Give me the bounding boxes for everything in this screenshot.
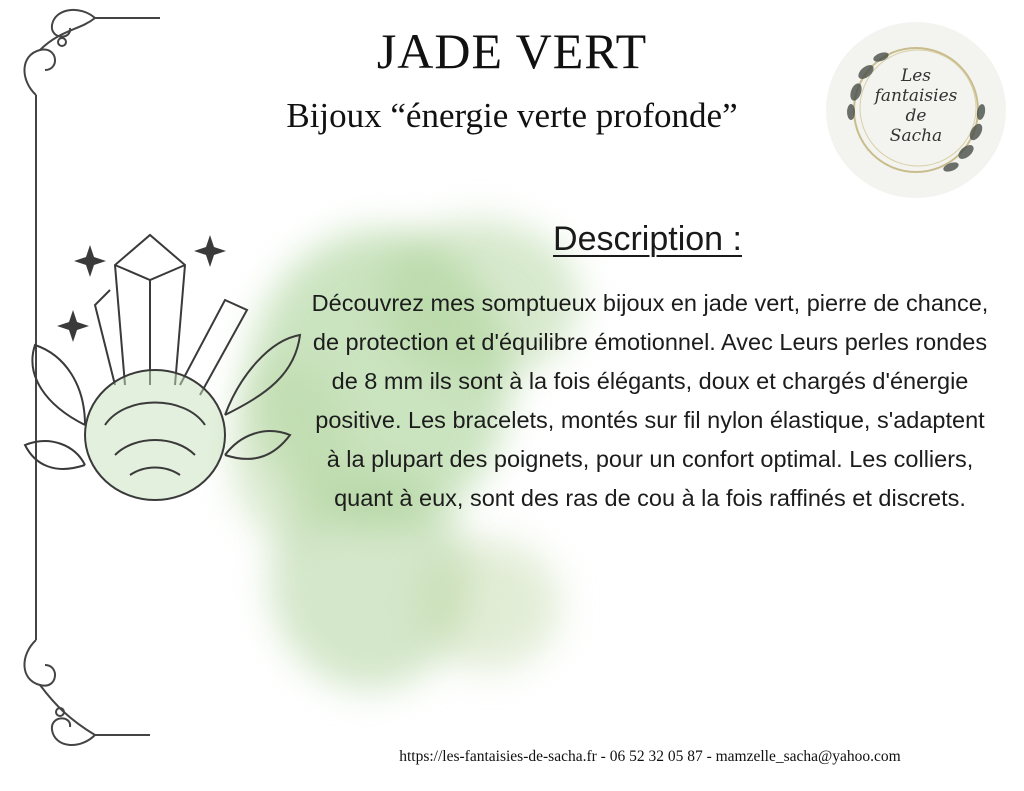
logo-text: fantaisies: [874, 86, 958, 106]
description-heading: Description :: [553, 220, 742, 258]
crystal-flower-illustration: [15, 225, 315, 535]
description-body: Découvrez mes somptueux bijoux en jade vert, pierre de chance, de protection et d'équilibre émotionnel. Avec Leurs perles rondes de 8 mm ils sont à la fois élégants, doux et chargés d'énergie positive. Les bracelets, montés sur fil nylon élastique, s'adaptent à la plupart des poignets, pour un confort optimal. Les colliers, quant à eux, sont des ras de cou à la fois raffinés et discrets.: [311, 290, 989, 511]
page-title: JADE VERT: [376, 23, 648, 79]
footer-contact: https://les-fantaisies-de-sacha.fr - 06 52 32 05 87 - mamzelle_sacha@yahoo.com: [399, 748, 901, 765]
brand-logo: [826, 22, 1006, 198]
logo-text: de: [905, 106, 927, 126]
logo-text: Les: [900, 66, 932, 86]
page-subtitle: Bijoux “énergie verte profonde”: [286, 96, 738, 135]
logo-text: Sacha: [889, 126, 943, 146]
sparkle-icon: [57, 235, 226, 342]
